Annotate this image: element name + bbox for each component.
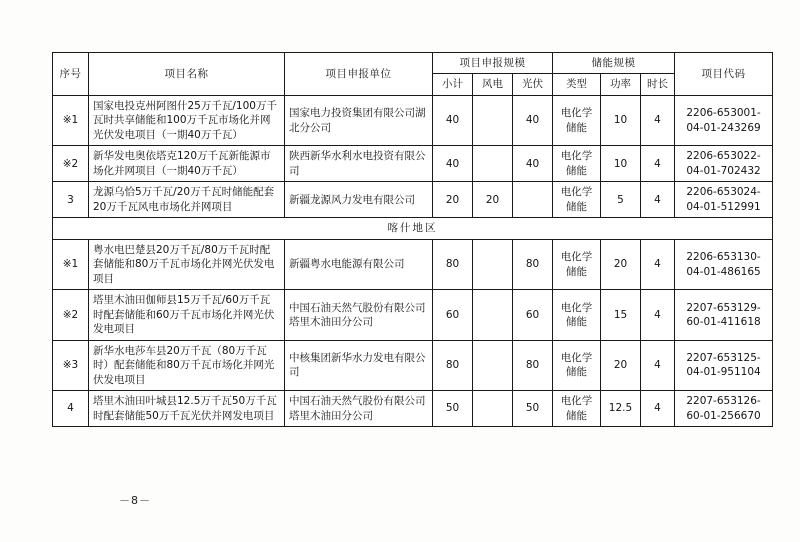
cell-project-code: 2207-653129-60-01-411618 [675, 290, 773, 340]
cell-solar: 80 [513, 340, 553, 390]
region-header-row [53, 218, 773, 239]
cell-solar: 80 [513, 239, 553, 289]
cell-declaring-unit: 中国石油天然气股份有限公司塔里木油田分公司 [285, 391, 433, 427]
cell-duration: 4 [641, 340, 675, 390]
cell-type: 电化学储能 [553, 95, 601, 145]
cell-seq: 3 [53, 182, 89, 218]
cell-declaring-unit: 中国石油天然气股份有限公司塔里木油田分公司 [285, 290, 433, 340]
cell-power: 20 [601, 239, 641, 289]
table-header [53, 53, 773, 96]
cell-duration: 4 [641, 239, 675, 289]
cell-declaring-unit: 新疆粤水电能源有限公司 [285, 239, 433, 289]
cell-project-code: 2206-653130-04-01-486165 [675, 239, 773, 289]
table-container [52, 52, 761, 427]
cell-project-name: 龙源乌恰5万千瓦/20万千瓦时储能配套20万千瓦风电市场化并网项目 [89, 182, 285, 218]
cell-subtotal: 80 [433, 239, 473, 289]
cell-declaring-unit: 陕西新华水利水电投资有限公司 [285, 146, 433, 182]
cell-seq: ※2 [53, 146, 89, 182]
cell-project-code: 2206-653024-04-01-512991 [675, 182, 773, 218]
cell-type: 电化学储能 [553, 290, 601, 340]
header-subtotal: 小计 [433, 74, 473, 95]
cell-seq: 4 [53, 391, 89, 427]
header-duration: 时长 [641, 74, 675, 95]
cell-power: 5 [601, 182, 641, 218]
header-type: 类型 [553, 74, 601, 95]
cell-type: 电化学储能 [553, 239, 601, 289]
cell-wind [473, 391, 513, 427]
cell-duration: 4 [641, 146, 675, 182]
cell-seq: ※2 [53, 290, 89, 340]
cell-type: 电化学储能 [553, 146, 601, 182]
cell-solar: 60 [513, 290, 553, 340]
cell-subtotal: 60 [433, 290, 473, 340]
header-declaring-unit: 项目申报单位 [285, 53, 433, 96]
table-row [53, 182, 773, 218]
cell-duration: 4 [641, 290, 675, 340]
cell-duration: 4 [641, 95, 675, 145]
header-declared-scale: 项目申报规模 [433, 53, 553, 74]
cell-declaring-unit: 国家电力投资集团有限公司湖北分公司 [285, 95, 433, 145]
cell-duration: 4 [641, 391, 675, 427]
header-wind: 风电 [473, 74, 513, 95]
table-row [53, 340, 773, 390]
cell-subtotal: 80 [433, 340, 473, 390]
cell-project-code: 2206-653001-04-01-243269 [675, 95, 773, 145]
cell-power: 10 [601, 95, 641, 145]
cell-wind [473, 290, 513, 340]
cell-solar: 50 [513, 391, 553, 427]
cell-solar: 40 [513, 95, 553, 145]
cell-power: 15 [601, 290, 641, 340]
table-row [53, 239, 773, 289]
table-body [53, 95, 773, 426]
cell-project-code: 2207-653126-60-01-256670 [675, 391, 773, 427]
table-row [53, 146, 773, 182]
cell-wind [473, 239, 513, 289]
header-storage-scale: 储能规模 [553, 53, 675, 74]
table-row [53, 95, 773, 145]
cell-wind [473, 146, 513, 182]
cell-declaring-unit: 新疆龙源风力发电有限公司 [285, 182, 433, 218]
cell-wind: 20 [473, 182, 513, 218]
cell-power: 10 [601, 146, 641, 182]
table-row [53, 290, 773, 340]
cell-type: 电化学储能 [553, 182, 601, 218]
cell-project-code: 2207-653125-04-01-951104 [675, 340, 773, 390]
project-table [52, 52, 773, 427]
cell-project-name: 塔里木油田伽师县15万千瓦/60万千瓦时配套储能和60万千瓦市场化并网光伏发电项目 [89, 290, 285, 340]
cell-solar: 40 [513, 146, 553, 182]
cell-project-name: 新华水电莎车县20万千瓦（80万千瓦时）配套储能和80万千瓦市场化并网光伏发电项目 [89, 340, 285, 390]
cell-subtotal: 50 [433, 391, 473, 427]
cell-type: 电化学储能 [553, 391, 601, 427]
cell-project-code: 2206-653022-04-01-702432 [675, 146, 773, 182]
cell-subtotal: 40 [433, 146, 473, 182]
table-row [53, 391, 773, 427]
region-title: 喀什地区 [53, 218, 773, 239]
cell-solar [513, 182, 553, 218]
header-power: 功率 [601, 74, 641, 95]
page-number: －8－ [119, 494, 151, 507]
cell-type: 电化学储能 [553, 340, 601, 390]
header-seq: 序号 [53, 53, 89, 96]
header-project-code: 项目代码 [675, 53, 773, 96]
cell-wind [473, 95, 513, 145]
cell-subtotal: 40 [433, 95, 473, 145]
header-project-name: 项目名称 [89, 53, 285, 96]
cell-project-name: 新华发电奥依塔克120万千瓦新能源市场化并网项目（一期40万千瓦） [89, 146, 285, 182]
cell-wind [473, 340, 513, 390]
cell-project-name: 国家电投克州阿图什25万千瓦/100万千瓦时共享储能和100万千瓦市场化并网光伏发电项目（一期40万千瓦） [89, 95, 285, 145]
cell-subtotal: 20 [433, 182, 473, 218]
cell-project-name: 塔里木油田叶城县12.5万千瓦50万千瓦时配套储能50万千瓦光伏并网发电项目 [89, 391, 285, 427]
cell-project-name: 粤水电巴楚县20万千瓦/80万千瓦时配套储能和80万千瓦市场化并网光伏发电项目 [89, 239, 285, 289]
header-solar: 光伏 [513, 74, 553, 95]
cell-power: 12.5 [601, 391, 641, 427]
cell-power: 20 [601, 340, 641, 390]
cell-seq: ※1 [53, 239, 89, 289]
cell-declaring-unit: 中核集团新华水力发电有限公司 [285, 340, 433, 390]
header-row-1 [53, 53, 773, 74]
cell-seq: ※1 [53, 95, 89, 145]
page-footer [0, 492, 800, 508]
cell-duration: 4 [641, 182, 675, 218]
cell-seq: ※3 [53, 340, 89, 390]
